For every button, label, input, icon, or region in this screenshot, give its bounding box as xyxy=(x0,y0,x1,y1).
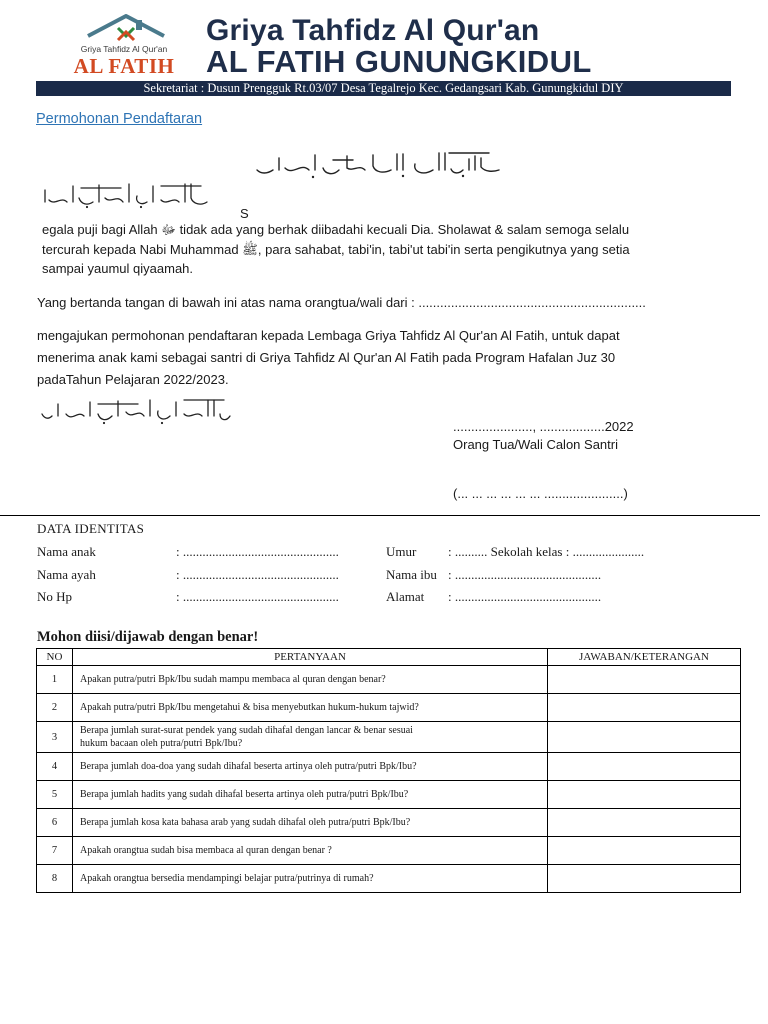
phone-label: No Hp xyxy=(37,589,73,604)
question-text xyxy=(73,722,548,753)
school-subtitle: AL FATIH GUNUNGKIDUL xyxy=(206,44,592,79)
table-row xyxy=(37,809,741,837)
signature-name-field[interactable]: (... ... ... ... ... ... ......................) xyxy=(453,486,628,501)
row-number: 6 xyxy=(37,809,73,837)
question-text-line-2: hukum bacaan oleh putra/putri Bpk/Ibu? xyxy=(80,738,243,749)
table-row xyxy=(37,837,741,865)
answer-cell[interactable] xyxy=(548,753,741,781)
opening-line-2: tercurah kepada Nabi Muhammad ﷺ, para sahabat, tabi'in, tabi'ut tabi'in serta pengikutnya yang setia xyxy=(42,242,630,257)
basmalah-calligraphy-icon xyxy=(253,150,503,180)
question-text: Apakah orangtua bersedia mendampingi belajar putra/putrinya di rumah? xyxy=(73,865,548,893)
child-name-field[interactable]: : ................................................ xyxy=(176,544,339,559)
father-name-label: Nama ayah xyxy=(37,567,96,582)
header-answer: JAWABAN/KETERANGAN xyxy=(548,649,741,666)
header-question: PERTANYAAN xyxy=(73,649,548,666)
logo xyxy=(60,14,188,76)
father-name-field[interactable]: : ................................................ xyxy=(176,567,339,582)
undersigned-statement: Yang bertanda tangan di bawah ini atas nama orangtua/wali dari : ............................................................... xyxy=(37,295,646,310)
signature-role: Orang Tua/Wali Calon Santri xyxy=(453,437,618,452)
table-row xyxy=(37,781,741,809)
answer-cell[interactable] xyxy=(548,837,741,865)
table-row xyxy=(37,722,741,753)
row-number: 5 xyxy=(37,781,73,809)
age-label: Umur xyxy=(386,544,417,559)
secretariat-address: Sekretariat : Dusun Prengguk Rt.03/07 Desa Tegalrejo Kec. Gedangsari Kab. Gunungkidul DIY xyxy=(36,81,731,96)
header-no: NO xyxy=(37,649,73,666)
question-text: Berapa jumlah kosa kata bahasa arab yang sudah dihafal oleh putra/putri Bpk/Ibu? xyxy=(73,809,548,837)
row-number: 4 xyxy=(37,753,73,781)
answer-cell[interactable] xyxy=(548,865,741,893)
logo-subtitle: Griya Tahfidz Al Qur'an xyxy=(80,44,168,54)
address-label: Alamat xyxy=(386,589,425,604)
table-row xyxy=(37,694,741,722)
request-line-3: padaTahun Pelajaran 2022/2023. xyxy=(37,372,229,387)
questionnaire-table xyxy=(36,648,741,893)
age-class-field[interactable]: : .......... Sekolah kelas : ...................... xyxy=(448,544,645,559)
opening-line-3: sampai yaumul qiyaamah. xyxy=(42,261,194,276)
questionnaire-title: Mohon diisi/dijawab dengan benar! xyxy=(37,629,259,645)
question-text: Berapa jumlah doa-doa yang sudah dihafal beserta artinya oleh putra/putri Bpk/Ibu? xyxy=(73,753,548,781)
row-number: 2 xyxy=(37,694,73,722)
answer-cell[interactable] xyxy=(548,809,741,837)
row-number: 3 xyxy=(37,722,73,753)
request-line-1: mengajukan permohonan pendaftaran kepada Lembaga Griya Tahfidz Al Qur'an Al Fatih, untuk dapat xyxy=(37,328,620,343)
question-text: Apakah orangtua sudah bisa membaca al quran dengan benar ? xyxy=(73,837,548,865)
question-text: Apakan putra/putri Bpk/Ibu sudah mampu membaca al quran dengan benar? xyxy=(73,666,548,694)
table-header-row xyxy=(37,649,741,666)
table-row xyxy=(37,666,741,694)
phone-field[interactable]: : ................................................ xyxy=(176,589,339,604)
child-name-label: Nama anak xyxy=(37,544,96,559)
mother-name-label: Nama ibu xyxy=(386,567,437,582)
mother-name-field[interactable]: : ............................................. xyxy=(448,567,602,582)
question-text-line-1: Berapa jumlah surat-surat pendek yang sudah dihafal dengan lancar & benar sesuai xyxy=(80,725,413,736)
address-field[interactable]: : ............................................. xyxy=(448,589,602,604)
question-text: Berapa jumlah hadits yang sudah dihafal beserta artinya oleh putra/putri Bpk/Ibu? xyxy=(73,781,548,809)
row-number: 7 xyxy=(37,837,73,865)
answer-cell[interactable] xyxy=(548,781,741,809)
opening-line-1: egala puji bagi Allah ﷻ tidak ada yang berhak diibadahi kecuali Dia. Sholawat & salam semoga selalu xyxy=(42,222,630,237)
identity-section-title: DATA IDENTITAS xyxy=(37,521,145,536)
school-title: Griya Tahfidz Al Qur'an xyxy=(206,14,540,47)
request-line-2: menerima anak kami sebagai santri di Griya Tahfidz Al Qur'an Al Fatih pada Program Hafalan Juz 30 xyxy=(37,350,616,365)
row-number: 1 xyxy=(37,666,73,694)
assalamualaikum-calligraphy-icon xyxy=(41,180,211,210)
section-divider xyxy=(0,515,760,516)
salam-suffix-letter: S xyxy=(240,206,249,221)
letter-heading: Permohonan Pendaftaran xyxy=(36,111,203,127)
answer-cell[interactable] xyxy=(548,694,741,722)
logo-title: AL FATIH xyxy=(73,54,175,78)
answer-cell[interactable] xyxy=(548,722,741,753)
table-row xyxy=(37,865,741,893)
table-row xyxy=(37,753,741,781)
question-text: Apakah putra/putri Bpk/Ibu mengetahui & bisa menyebutkan hukum-hukum tajwid? xyxy=(73,694,548,722)
wassalamualaikum-calligraphy-icon xyxy=(38,396,234,426)
answer-cell[interactable] xyxy=(548,666,741,694)
row-number: 8 xyxy=(37,865,73,893)
signature-place-date: ......................, ..................2022 xyxy=(453,419,634,434)
